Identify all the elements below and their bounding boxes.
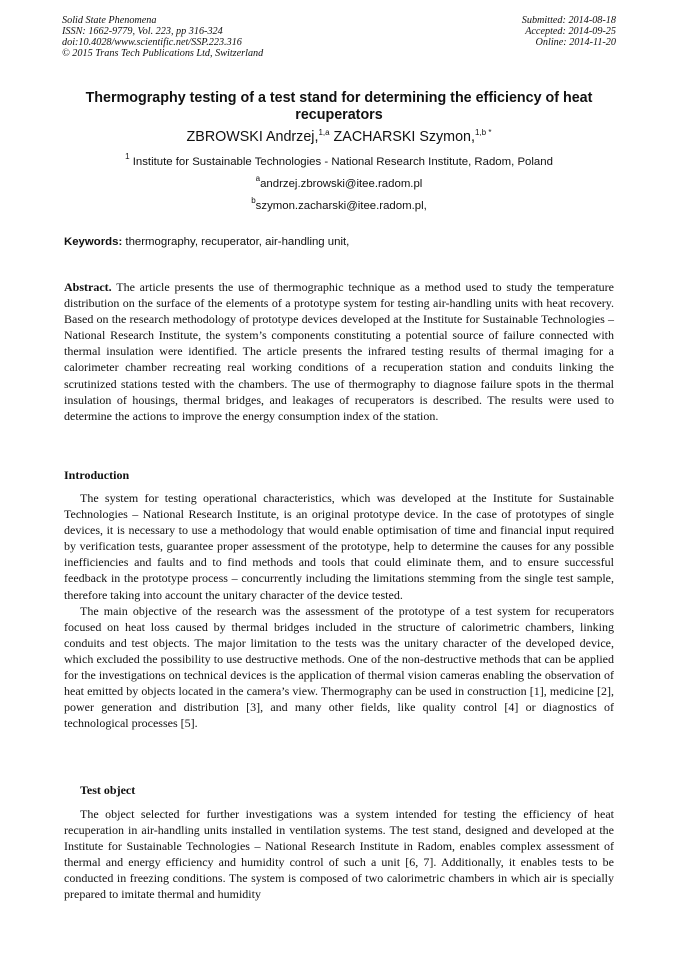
email-a[interactable]: andrzej.zbrowski@itee.radom.pl (260, 178, 423, 190)
journal-info (62, 16, 263, 60)
keywords (64, 236, 349, 249)
author-1-sup: 1,a (318, 128, 330, 137)
issn-line: ISSN: 1662-9779, Vol. 223, pp 316-324 (62, 25, 223, 37)
author-1: ZBROWSKI Andrzej, (186, 129, 319, 145)
email-b[interactable]: szymon.zacharski@itee.radom.pl, (255, 200, 427, 212)
affiliation-sup: 1 (125, 152, 130, 161)
abstract-label: Abstract. (64, 280, 112, 294)
introduction-paragraph-1: The system for testing operational characteristics, which was developed at the Institute for Sustainable Technologies – National Research Institute, is an original prototype device. In the case of prototypes of single devices, it is necessary to use a methodology that would enable optimisation of time and financial input required by verification tests, guarantee proper assessment of the prototype, help to determine the causes for any possible inefficiencies and faults and to find methods and tools that could eliminate them, and to ensure successful feedback in the prototype process – concurrently including the limitations stemming from the single test sample, therefore taking into account the unitary character of the device tested. (64, 491, 614, 602)
abstract (64, 279, 614, 424)
abstract-text: The article presents the use of thermographic technique as a method used to study the temperature distribution on the surface of the elements of a prototype system for testing air-handling units with heat recovery. Based on the research methodology of prototype devices developed at the Institute for Sustainable Technologies – National Research Institute, the system’s components constituting a potential source of failure connected with thermal insulation were identified. The article presents the infrared testing results of thermal imaging for a calorimeter chamber recreating real working conditions of a recuperation station and conduits linking the scrutinized stations tested with the chambers. The use of thermography to diagnose failure spots in the thermal insulation of housings, thermal bridges, and leakages of recuperators is described. The results were used to determine the actions to improve the energy consumption index of the station. (64, 280, 614, 423)
affiliation-text: Institute for Sustainable Technologies - National Research Institute, Radom, Poland (132, 156, 553, 168)
submitted-date: Submitted: 2014-08-18 (521, 15, 616, 26)
affiliation (60, 152, 618, 169)
email-b-sup: b (251, 196, 256, 205)
dates-info (522, 16, 616, 49)
test-object-heading: Test object (80, 783, 136, 797)
introduction-paragraph-2: The main objective of the research was the assessment of the prototype of a test system for recuperators focused on heat loss caused by thermal bridges included in the structure of calorimetric chambers, linking conduits and test objects. The major limitation to the tests was the unitary character of the developed device, which excluded the possibility to use destructive methods. One of the non-destructive methods that can be applied for the investigations on technical devices is the application of thermal vision cameras enabling the observation of heat emitted by objects located in the camera’s view. Thermography can be used in construction [1], medicine [2], power generation and distribution [3], and many other fields, like quality control [4] or diagnostics of technological processes [5]. (64, 603, 614, 731)
test-object-body (64, 806, 614, 903)
paper-title: Thermography testing of a test stand for determining the efficiency of heat recuperators (85, 90, 593, 123)
copyright-line: © 2015 Trans Tech Publications Ltd, Switzerland (62, 47, 264, 59)
author-line (60, 129, 618, 146)
author-2-sup: 1,b * (474, 128, 492, 137)
online-date: Online: 2014-11-20 (535, 36, 616, 48)
journal-name: Solid State Phenomena (62, 15, 157, 26)
keywords-label: Keywords: (64, 236, 123, 248)
keywords-text: thermography, recuperator, air-handling unit, (125, 236, 350, 248)
introduction-heading: Introduction (64, 468, 130, 482)
accepted-date: Accepted: 2014-09-25 (525, 25, 616, 37)
email-a-line (60, 174, 618, 191)
doi-line: doi:10.4028/www.scientific.net/SSP.223.316 (62, 36, 242, 48)
test-object-paragraph-1: The object selected for further investigations was a system intended for testing the efficiency of heat recuperation in air-handling units installed in ventilation systems. The test stand, designed and developed at the Institute for Sustainable Technologies – National Research Institute in Radom, enables complex assessment of thermal and energy efficiency and humidity control of such a unit [6, 7]. Additionally, it enables tests to be conducted in freezing conditions. The system is composed of two calorimetric chambers in which air is specially prepared to imitate thermal and humidity (64, 807, 614, 902)
introduction-body (64, 490, 614, 731)
email-a-sup: a (255, 174, 261, 183)
email-b-line (60, 196, 618, 213)
author-2: ZACHARSKI Szymon, (333, 129, 475, 145)
